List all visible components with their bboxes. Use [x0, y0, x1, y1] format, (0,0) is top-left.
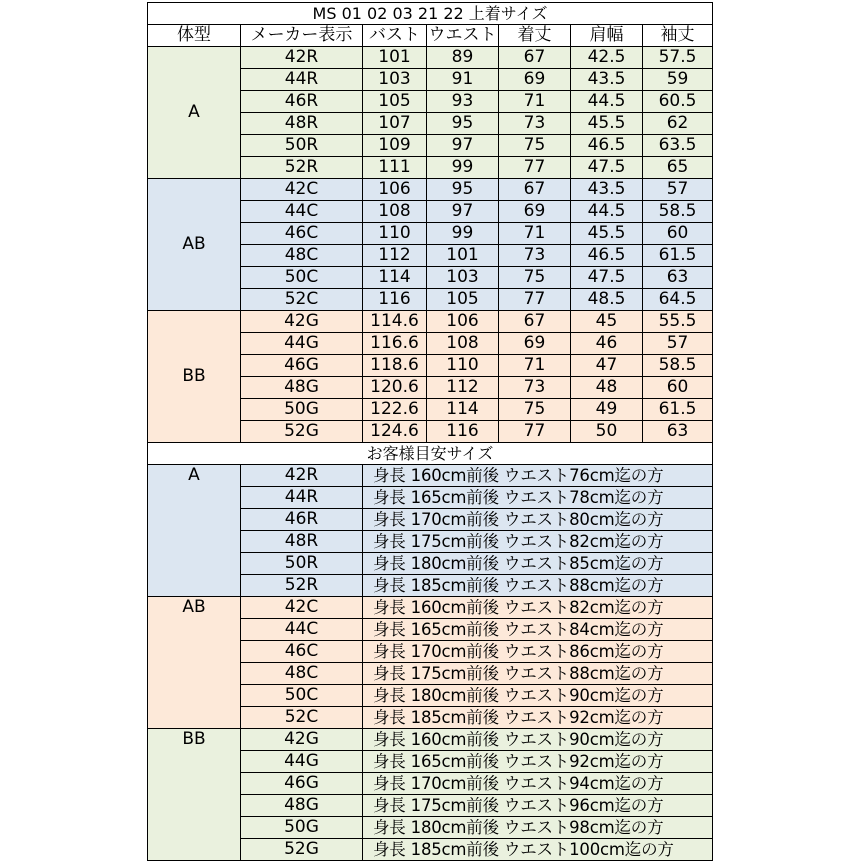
size-cell: 63 — [643, 267, 713, 289]
maker-size-cell: 48R — [241, 531, 363, 553]
customer-guide-cell: 身長 185cm前後 ウエスト92cm迄の方 — [363, 707, 713, 729]
size-cell: 48.5 — [571, 289, 643, 311]
size-cell: 99 — [427, 223, 499, 245]
size-cell: 99 — [427, 157, 499, 179]
column-header: ウエスト — [428, 25, 497, 45]
size-cell: 57.5 — [643, 47, 713, 69]
body-type-label: AB — [182, 234, 206, 254]
table2-title-row — [148, 443, 713, 465]
guide-size-title: お客様目安サイズ — [148, 443, 713, 465]
size-cell: 107 — [363, 113, 427, 135]
size-cell: 110 — [427, 355, 499, 377]
customer-guide-cell: 身長 175cm前後 ウエスト88cm迄の方 — [363, 663, 713, 685]
size-cell: 77 — [499, 289, 571, 311]
maker-size-cell: 46R — [241, 509, 363, 531]
column-header: 肩幅 — [571, 25, 643, 47]
size-cell: 47.5 — [571, 157, 643, 179]
maker-size-cell: 42R — [241, 465, 363, 487]
size-cell: 75 — [499, 399, 571, 421]
body-type-label: BB — [182, 729, 206, 749]
customer-guide-cell: 身長 185cm前後 ウエスト88cm迄の方 — [363, 575, 713, 597]
size-cell: 116.6 — [363, 333, 427, 355]
size-cell: 97 — [427, 201, 499, 223]
maker-size-cell: 46C — [241, 641, 363, 663]
jacket-size-title: MS 01 02 03 21 22 上着サイズ — [148, 3, 713, 25]
size-cell: 111 — [363, 157, 427, 179]
size-cell: 112 — [363, 245, 427, 267]
size-cell: 75 — [499, 267, 571, 289]
size-cell: 89 — [427, 47, 499, 69]
body-type-label: BB — [182, 366, 206, 386]
size-cell: 50C — [241, 267, 363, 289]
size-cell: 49 — [571, 399, 643, 421]
size-cell: 67 — [499, 311, 571, 333]
customer-guide-cell: 身長 180cm前後 ウエスト98cm迄の方 — [363, 817, 713, 839]
size-cell: 69 — [499, 201, 571, 223]
size-cell: 44R — [241, 69, 363, 91]
size-cell: 59 — [643, 69, 713, 91]
customer-guide-cell: 身長 180cm前後 ウエスト85cm迄の方 — [363, 553, 713, 575]
size-cell: 106 — [427, 311, 499, 333]
size-chart-table — [147, 2, 713, 861]
size-cell: 73 — [499, 113, 571, 135]
size-cell: 44.5 — [571, 91, 643, 113]
size-cell: 42G — [241, 311, 363, 333]
body-type-label: A — [188, 465, 200, 485]
table1-title-row — [148, 3, 713, 25]
size-cell: 46R — [241, 91, 363, 113]
size-cell: 95 — [427, 179, 499, 201]
size-cell: 50R — [241, 135, 363, 157]
size-cell: 69 — [499, 69, 571, 91]
column-header: 袖丈 — [643, 25, 713, 47]
customer-guide-cell: 身長 160cm前後 ウエスト90cm迄の方 — [363, 729, 713, 751]
size-cell: 44.5 — [571, 201, 643, 223]
size-cell: 46G — [241, 355, 363, 377]
size-cell: 46.5 — [571, 245, 643, 267]
size-cell: 114 — [363, 267, 427, 289]
size-cell: 48C — [241, 245, 363, 267]
size-cell: 44G — [241, 333, 363, 355]
size-cell: 42R — [241, 47, 363, 69]
maker-size-cell: 48G — [241, 795, 363, 817]
column-header: 着丈 — [499, 25, 571, 47]
maker-size-cell: 50G — [241, 817, 363, 839]
customer-guide-cell: 身長 170cm前後 ウエスト80cm迄の方 — [363, 509, 713, 531]
size-cell: 64.5 — [643, 289, 713, 311]
size-cell: 61.5 — [643, 399, 713, 421]
maker-size-cell: 44R — [241, 487, 363, 509]
maker-size-cell: 48C — [241, 663, 363, 685]
size-cell: 42.5 — [571, 47, 643, 69]
size-cell: 67 — [499, 179, 571, 201]
size-cell: 71 — [499, 355, 571, 377]
body-type-label: A — [188, 102, 200, 122]
customer-guide-cell: 身長 170cm前後 ウエスト86cm迄の方 — [363, 641, 713, 663]
column-header: メーカー表示 — [241, 25, 363, 47]
size-cell: 55.5 — [643, 311, 713, 333]
size-cell: 103 — [427, 267, 499, 289]
customer-guide-cell: 身長 165cm前後 ウエスト92cm迄の方 — [363, 751, 713, 773]
column-header: 体型 — [148, 25, 241, 47]
body-type-cell — [148, 311, 241, 443]
body-type-cell — [148, 729, 241, 861]
size-cell: 67 — [499, 47, 571, 69]
table1-header-row — [148, 25, 713, 47]
size-cell: 112 — [427, 377, 499, 399]
size-cell: 61.5 — [643, 245, 713, 267]
size-cell: 46.5 — [571, 135, 643, 157]
column-header: バスト — [363, 25, 427, 47]
size-cell: 73 — [499, 245, 571, 267]
size-chart-sheet — [147, 2, 712, 860]
size-cell: 44C — [241, 201, 363, 223]
size-cell: 47.5 — [571, 267, 643, 289]
body-type-label: AB — [182, 597, 206, 617]
size-chart-body — [148, 3, 713, 861]
size-cell: 65 — [643, 157, 713, 179]
size-cell: 116 — [363, 289, 427, 311]
size-cell: 48R — [241, 113, 363, 135]
body-type-cell — [148, 47, 241, 179]
size-cell: 46 — [571, 333, 643, 355]
size-cell: 62 — [643, 113, 713, 135]
size-cell: 77 — [499, 157, 571, 179]
customer-guide-cell: 身長 165cm前後 ウエスト84cm迄の方 — [363, 619, 713, 641]
size-cell: 120.6 — [363, 377, 427, 399]
maker-size-cell: 44G — [241, 751, 363, 773]
maker-size-cell: 42G — [241, 729, 363, 751]
size-row — [148, 47, 713, 69]
size-row — [148, 179, 713, 201]
size-cell: 124.6 — [363, 421, 427, 443]
size-cell: 105 — [427, 289, 499, 311]
maker-size-cell: 52R — [241, 575, 363, 597]
size-cell: 63 — [643, 421, 713, 443]
size-cell: 101 — [427, 245, 499, 267]
size-cell: 52G — [241, 421, 363, 443]
size-cell: 45 — [571, 311, 643, 333]
customer-guide-cell: 身長 175cm前後 ウエスト82cm迄の方 — [363, 531, 713, 553]
maker-size-cell: 50R — [241, 553, 363, 575]
size-cell: 60 — [643, 377, 713, 399]
size-cell: 105 — [363, 91, 427, 113]
size-cell: 60 — [643, 223, 713, 245]
size-cell: 114.6 — [363, 311, 427, 333]
size-cell: 118.6 — [363, 355, 427, 377]
size-cell: 50G — [241, 399, 363, 421]
size-cell: 52C — [241, 289, 363, 311]
size-cell: 71 — [499, 223, 571, 245]
customer-guide-cell: 身長 165cm前後 ウエスト78cm迄の方 — [363, 487, 713, 509]
size-cell: 47 — [571, 355, 643, 377]
size-cell: 77 — [499, 421, 571, 443]
size-cell: 52R — [241, 157, 363, 179]
size-cell: 46C — [241, 223, 363, 245]
size-cell: 101 — [363, 47, 427, 69]
size-cell: 42C — [241, 179, 363, 201]
size-cell: 45.5 — [571, 113, 643, 135]
size-cell: 97 — [427, 135, 499, 157]
customer-guide-cell: 身長 160cm前後 ウエスト82cm迄の方 — [363, 597, 713, 619]
guide-row — [148, 597, 713, 619]
maker-size-cell: 44C — [241, 619, 363, 641]
size-cell: 63.5 — [643, 135, 713, 157]
size-cell: 45.5 — [571, 223, 643, 245]
size-cell: 48 — [571, 377, 643, 399]
size-cell: 110 — [363, 223, 427, 245]
size-cell: 114 — [427, 399, 499, 421]
size-cell: 109 — [363, 135, 427, 157]
size-cell: 58.5 — [643, 201, 713, 223]
size-cell: 69 — [499, 333, 571, 355]
body-type-cell — [148, 597, 241, 729]
customer-guide-cell: 身長 185cm前後 ウエスト100cm迄の方 — [363, 839, 713, 861]
size-cell: 50 — [571, 421, 643, 443]
size-cell: 48G — [241, 377, 363, 399]
maker-size-cell: 50C — [241, 685, 363, 707]
size-cell: 43.5 — [571, 69, 643, 91]
size-cell: 71 — [499, 91, 571, 113]
size-cell: 108 — [427, 333, 499, 355]
customer-guide-cell: 身長 180cm前後 ウエスト90cm迄の方 — [363, 685, 713, 707]
customer-guide-cell: 身長 160cm前後 ウエスト76cm迄の方 — [363, 465, 713, 487]
size-cell: 108 — [363, 201, 427, 223]
size-cell: 43.5 — [571, 179, 643, 201]
size-cell: 93 — [427, 91, 499, 113]
size-cell: 116 — [427, 421, 499, 443]
size-cell: 60.5 — [643, 91, 713, 113]
size-cell: 103 — [363, 69, 427, 91]
guide-row — [148, 729, 713, 751]
maker-size-cell: 52G — [241, 839, 363, 861]
customer-guide-cell: 身長 170cm前後 ウエスト94cm迄の方 — [363, 773, 713, 795]
maker-size-cell: 42C — [241, 597, 363, 619]
customer-guide-cell: 身長 175cm前後 ウエスト96cm迄の方 — [363, 795, 713, 817]
size-cell: 57 — [643, 179, 713, 201]
size-cell: 91 — [427, 69, 499, 91]
maker-size-cell: 52C — [241, 707, 363, 729]
size-cell: 58.5 — [643, 355, 713, 377]
size-cell: 95 — [427, 113, 499, 135]
size-row — [148, 311, 713, 333]
size-cell: 57 — [643, 333, 713, 355]
maker-size-cell: 46G — [241, 773, 363, 795]
size-cell: 75 — [499, 135, 571, 157]
size-cell: 73 — [499, 377, 571, 399]
body-type-cell — [148, 179, 241, 311]
body-type-cell — [148, 465, 241, 597]
guide-row — [148, 465, 713, 487]
size-cell: 122.6 — [363, 399, 427, 421]
size-cell: 106 — [363, 179, 427, 201]
